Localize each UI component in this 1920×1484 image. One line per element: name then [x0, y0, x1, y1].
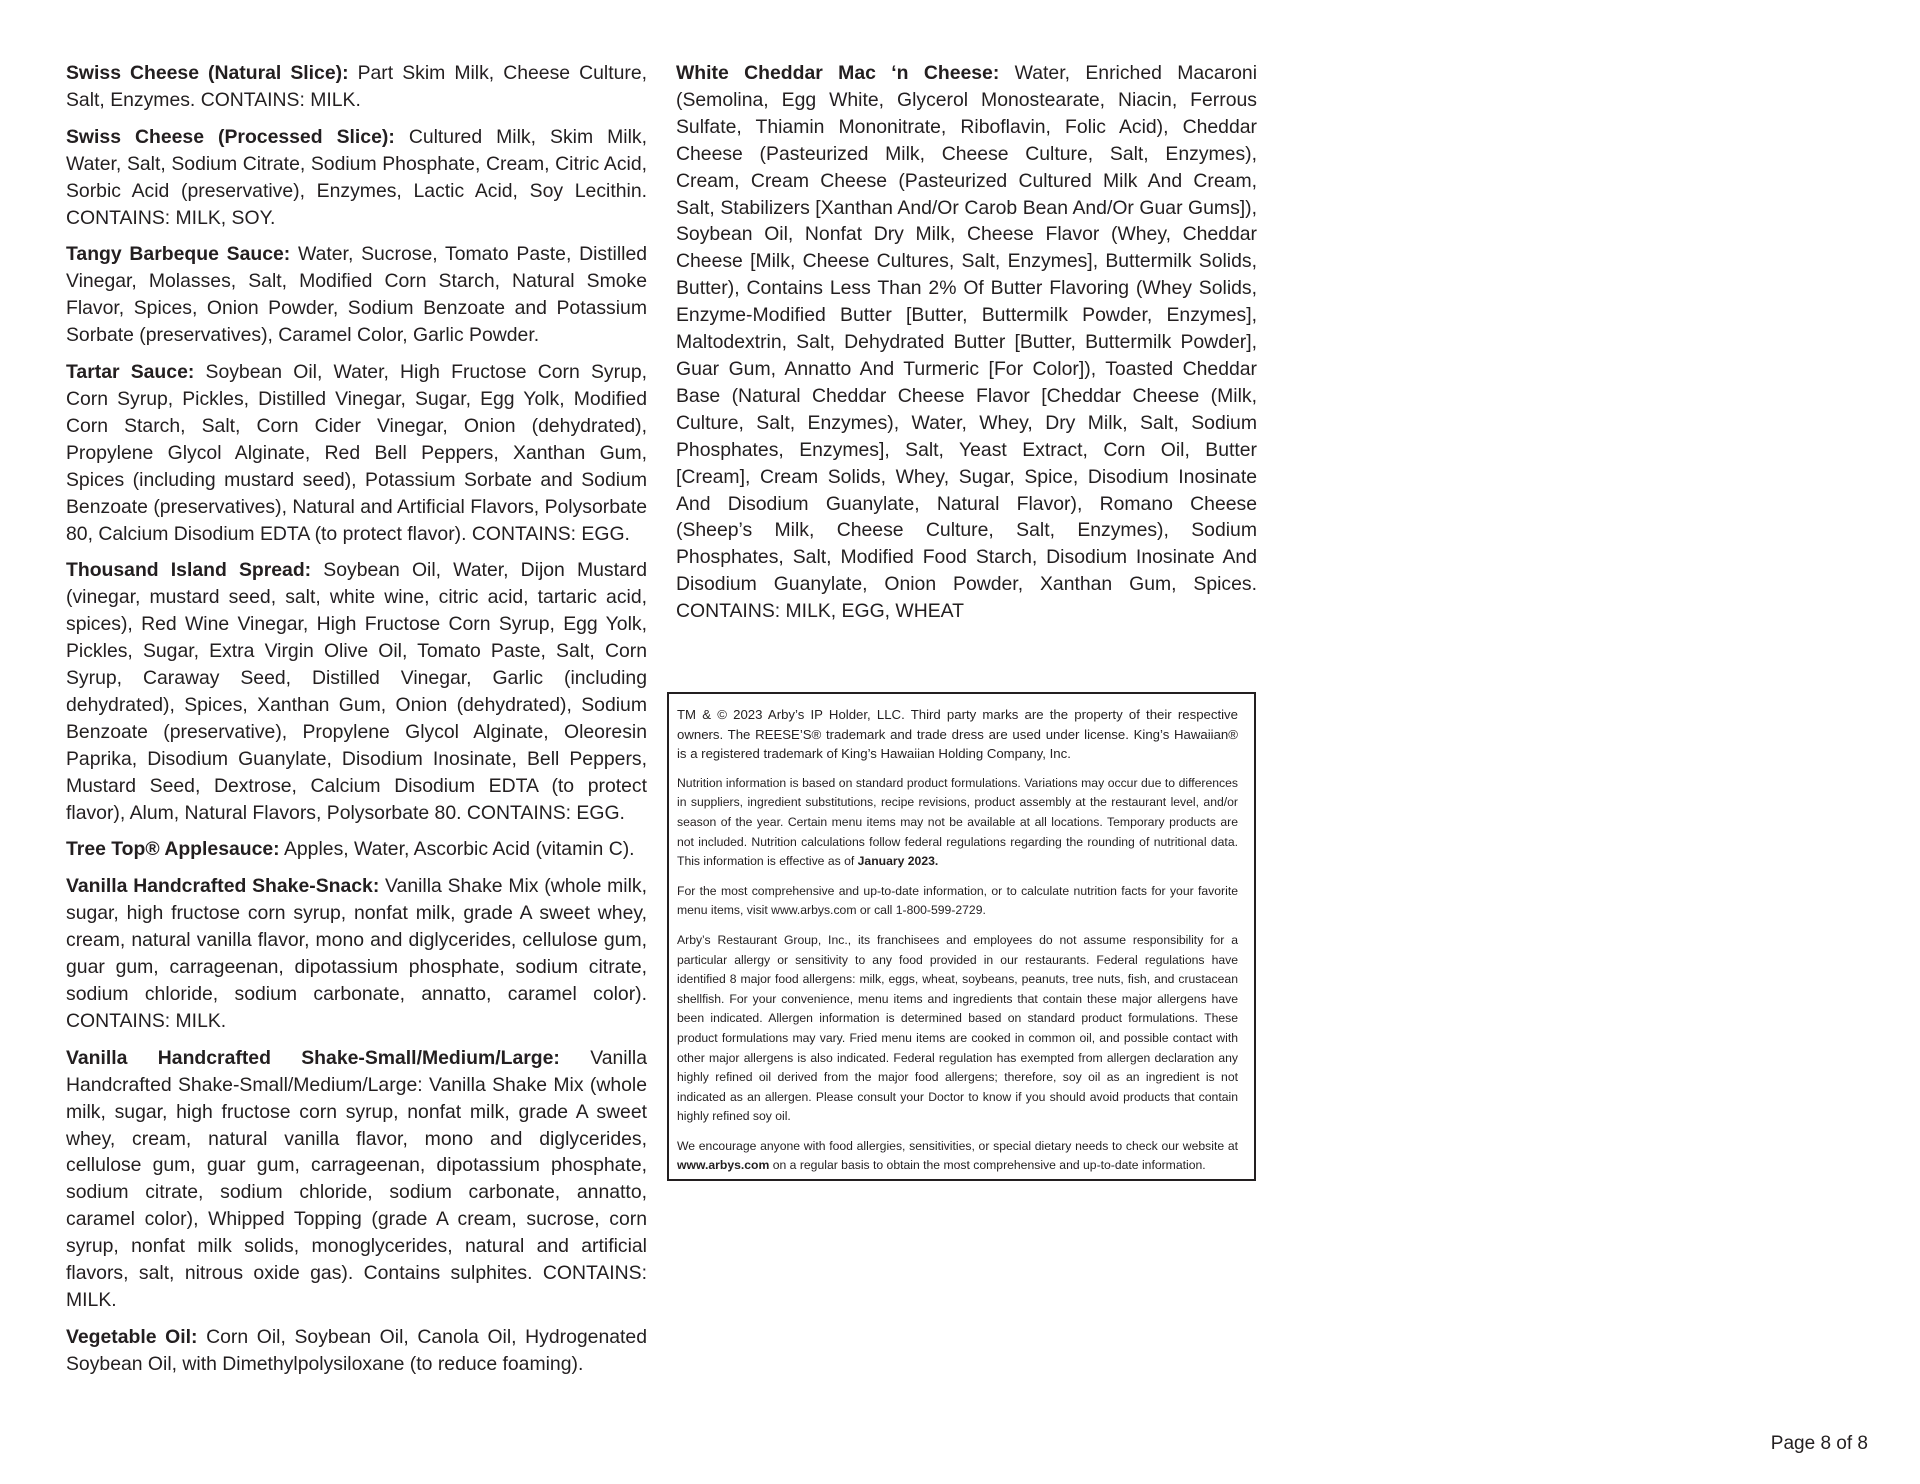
- ingredient-entry: [66, 1324, 647, 1378]
- ingredient-entry: [66, 359, 647, 547]
- ingredient-entry: [66, 873, 647, 1034]
- ingredient-entry: [66, 124, 647, 232]
- ingredient-name: Vegetable Oil:: [66, 1325, 198, 1348]
- allergen-disclaimer: Arby’s Restaurant Group, Inc., its franchisees and employees do not assume responsibility for a particular allergy or sensitivity to any food provided in our restaurants. Federal regulations have identified 8 major food allergens: milk, eggs, wheat, soybeans, peanuts, tree nuts, fish, and crustacean shellfish. For your convenience, menu items and ingredients that contain these major allergens have been indicated. Allergen information is determined based on standard product formulations. These product formulations may vary. Fried menu items are cooked in common oil, and possible contact with other major allergens is also indicated. Federal regulation has exempted from allergen declaration any highly refined oil derived from the major food allergens; therefore, soy oil as an ingredient is not indicated as an allergen. Please consult your Doctor to know if you should avoid products that contain highly refined soy oil.: [677, 932, 1238, 1124]
- ingredient-list: Soybean Oil, Water, High Fructose Corn Syrup, Corn Syrup, Pickles, Distilled Vinegar, Sugar, Egg Yolk, Modified Corn Starch, Salt, Corn Cider Vinegar, Onion (dehydrated), Propylene Glycol Alginate, Red Bell Peppers, Xanthan Gum, Spices (including mustard seed), Potassium Sorbate and Sodium Benzoate (preservatives), Natural and Artificial Flavors, Polysorbate 80, Calcium Disodium EDTA (to protect flavor). CONTAINS: EGG.: [66, 361, 648, 545]
- nutrition-disclaimer: [677, 774, 1238, 872]
- ingredient-name: Vanilla Handcrafted Shake-Snack:: [66, 875, 380, 898]
- page-number: Page 8 of 8: [1770, 1433, 1868, 1454]
- ingredient-list: Part Skim Milk, Cheese Culture, Salt, Enzymes. CONTAINS: MILK.: [66, 62, 647, 111]
- ingredient-list: Cultured Milk, Skim Milk, Water, Salt, Sodium Citrate, Sodium Phosphate, Cream, Citric Acid, Sorbic Acid (preservative), Enzymes, Lactic Acid, Soy Lecithin. CONTAINS: MILK, SOY.: [66, 125, 648, 229]
- ingredient-name: Tartar Sauce:: [66, 361, 195, 384]
- ingredient-name: White Cheddar Mac ‘n Cheese:: [676, 62, 1000, 84]
- ingredients-right-column: [676, 60, 1257, 635]
- ingredient-list: Vanilla Shake Mix (whole milk, sugar, high fructose corn syrup, nonfat milk, grade A sweet whey, cream, natural vanilla flavor, mono and diglycerides, cellulose gum, guar gum, carrageenan, dipotassium phosphate, sodium citrate, sodium chloride, sodium carbonate, annatto, caramel color). CONTAINS: MILK.: [66, 875, 647, 1032]
- encouragement-text: We encourage anyone with food allergies, sensitivities, or special dietary needs to check our website at: [677, 1138, 1238, 1153]
- ingredient-entry: [66, 60, 647, 114]
- ingredient-name: Swiss Cheese (Natural Slice):: [66, 62, 349, 84]
- ingredients-left-column: [66, 60, 647, 1388]
- ingredient-entry: [66, 241, 647, 349]
- ingredient-name: Tangy Barbeque Sauce:: [66, 243, 291, 266]
- ingredient-entry: [66, 557, 647, 826]
- ingredient-entry: [676, 60, 1257, 625]
- ingredient-entry: [66, 836, 647, 863]
- ingredient-list: Soybean Oil, Water, Dijon Mustard (vinegar, mustard seed, salt, white wine, citric acid, tartaric acid, spices), Red Wine Vinegar, High Fructose Corn Syrup, Egg Yolk, Pickles, Sugar, Extra Virgin Olive Oil, Tomato Paste, Salt, Corn Syrup, Caraway Seed, Distilled Vinegar, Garlic (including dehydrated), Spices, Xanthan Gum, Onion (dehydrated), Sodium Benzoate (preservative), Propylene Glycol Alginate, Oleoresin Paprika, Disodium Guanylate, Disodium Inosinate, Bell Peppers, Mustard Seed, Dextrose, Calcium Disodium EDTA (to protect flavor), Alum, Natural Flavors, Polysorbate 80. CONTAINS: EGG.: [66, 559, 648, 824]
- effective-date: January 2023.: [857, 854, 939, 869]
- legal-notice-box: [667, 692, 1256, 1181]
- trademark-notice: TM & © 2023 Arby’s IP Holder, LLC. Third party marks are the property of their respective owners. The REESE’S® trademark and trade dress are used under license. King’s Hawaiian® is a registered trademark of King’s Hawaiian Holding Company, Inc.: [677, 707, 1238, 762]
- contact-info: For the most comprehensive and up-to-date information, or to calculate nutrition facts for your favorite menu items, visit www.arbys.com or call 1-800-599-2729.: [677, 883, 1238, 918]
- ingredient-name: Tree Top® Applesauce:: [66, 838, 280, 861]
- ingredient-name: Swiss Cheese (Processed Slice):: [66, 125, 395, 148]
- ingredient-list: Corn Oil, Soybean Oil, Canola Oil, Hydrogenated Soybean Oil, with Dimethylpolysiloxane (to reduce foaming).: [66, 1325, 647, 1375]
- ingredient-list: Vanilla Handcrafted Shake-Small/Medium/Large: Vanilla Shake Mix (whole milk, sugar, high fructose corn syrup, nonfat milk, grade A sweet whey, cream, natural vanilla flavor, mono and diglycerides, cellulose gum, guar gum, carrageenan, dipotassium phosphate, sodium citrate, sodium chloride, sodium carbonate, annatto, caramel color), Whipped Topping (grade A cream, sucrose, corn syrup, nonfat milk solids, monoglycerides, natural and artificial flavors, salt, nitrous oxide gas). Contains sulphites. CONTAINS: MILK.: [66, 1046, 647, 1311]
- ingredient-name: Vanilla Handcrafted Shake-Small/Medium/Large:: [66, 1046, 560, 1069]
- ingredient-name: Thousand Island Spread:: [66, 559, 312, 582]
- ingredient-list: Apples, Water, Ascorbic Acid (vitamin C).: [283, 838, 635, 861]
- ingredient-list: Water, Sucrose, Tomato Paste, Distilled Vinegar, Molasses, Salt, Modified Corn Starch, Natural Smoke Flavor, Spices, Onion Powder, Sodium Benzoate and Potassium Sorbate (preservatives), Caramel Color, Garlic Powder.: [66, 243, 648, 347]
- allergy-encouragement: [677, 1137, 1238, 1176]
- ingredient-list: Water, Enriched Macaroni (Semolina, Egg White, Glycerol Monostearate, Niacin, Ferrous Sulfate, Thiamin Mononitrate, Riboflavin, Folic Acid), Cheddar Cheese (Pasteurized Milk, Cheese Culture, Salt, Enzymes), Cream, Cream Cheese (Pasteurized Cultured Milk And Cream, Salt, Stabilizers [Xanthan And/Or Carob Bean And/Or Guar Gums]), Soybean Oil, Nonfat Dry Milk, Cheese Flavor (Whey, Cheddar Cheese [Milk, Cheese Cultures, Salt, Enzymes], Buttermilk Solids, Butter), Contains Less Than 2% Of Butter Flavoring (Whey Solids, Enzyme-Modified Butter [Butter, Buttermilk Powder, Enzymes], Maltodextrin, Salt, Dehydrated Butter [Butter, Buttermilk Powder], Guar Gum, Annatto And Turmeric [For Color]), Toasted Cheddar Base (Natural Cheddar Cheese Flavor [Cheddar Cheese (Milk, Culture, Salt, Enzymes), Water, Whey, Dry Milk, Salt, Sodium Phosphates, Enzymes], Salt, Yeast Extract, Corn Oil, Butter [Cream], Cream Solids, Whey, Sugar, Spice, Disodium Inosinate And Disodium Guanylate, Natural Flavor), Romano Cheese (Sheep’s Milk, Cheese Culture, Salt, Enzymes), Sodium Phosphates, Salt, Modified Food Starch, Disodium Inosinate And Disodium Guanylate, Onion Powder, Xanthan Gum, Spices. CONTAINS: MILK, EGG, WHEAT: [676, 62, 1257, 623]
- encouragement-text-end: on a regular basis to obtain the most comprehensive and up-to-date information.: [772, 1158, 1206, 1173]
- website-link[interactable]: www.arbys.com: [677, 1158, 770, 1173]
- ingredient-entry: [66, 1045, 647, 1314]
- nutrition-disclaimer-text: Nutrition information is based on standard product formulations. Variations may occur due to differences in suppliers, ingredient substitutions, recipe revisions, product assembly at the restaurant level, and/or season of the year. Certain menu items may not be available at all locations. Temporary products are not included. Nutrition calculations follow federal regulations regarding the rounding of nutritional data. This information is effective as of: [677, 775, 1238, 869]
